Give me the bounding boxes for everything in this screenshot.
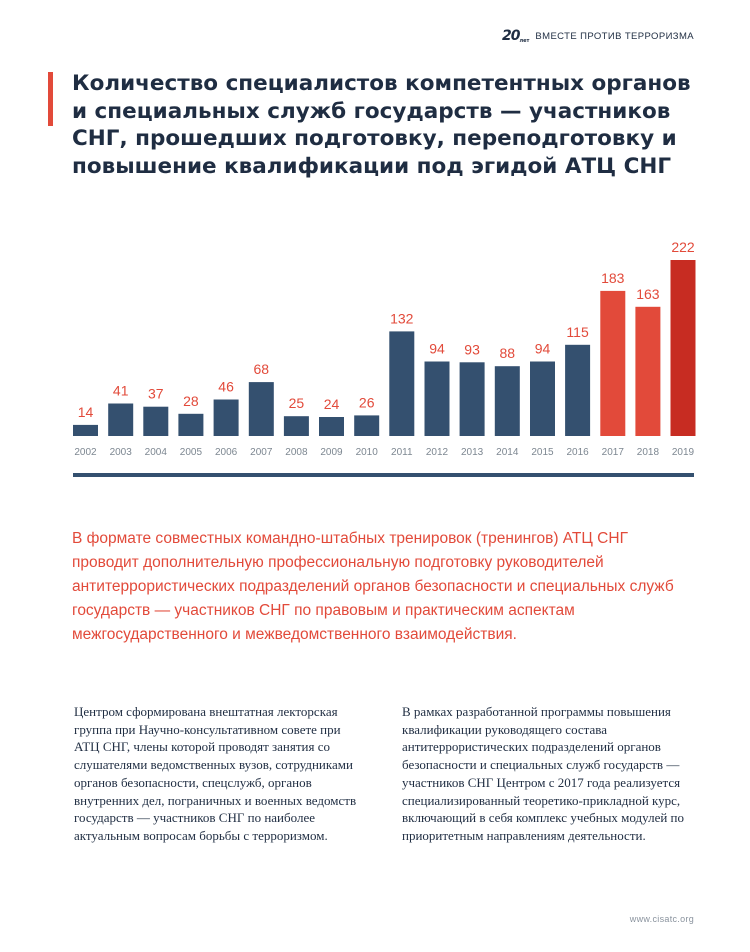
bar-2012 — [425, 362, 450, 437]
tick-label-2007: 2007 — [250, 447, 273, 458]
logo-number: 20 — [501, 28, 520, 44]
header — [502, 28, 694, 44]
tick-label-2010: 2010 — [355, 447, 378, 458]
bar-2008 — [284, 416, 309, 436]
data-label-2003: 41 — [112, 382, 129, 399]
bar-2005 — [178, 414, 203, 436]
tick-label-2015: 2015 — [531, 447, 554, 458]
tick-label-2014: 2014 — [496, 447, 519, 458]
header-slogan: ВМЕСТЕ ПРОТИВ ТЕРРОРИЗМА — [535, 30, 694, 42]
right-column-text: В рамках разработанной программы повышения квалификации руководящего состава антитеррористических подразделений органов безопасности и специальных служб государств — участников СНГ Центром с 2017 года реализуется специализированный теоретико-прикладной курс, включающий в себя комплекс учебных модулей по приоритетным направлениям деятельности. — [402, 704, 685, 843]
tick-label-2013: 2013 — [460, 447, 484, 458]
data-label-2008: 25 — [288, 395, 305, 412]
data-label-2010: 26 — [358, 394, 375, 411]
footer-url: www.cisatc.org — [629, 914, 694, 924]
bar-2015 — [530, 362, 555, 437]
data-label-2002: 14 — [77, 403, 94, 420]
tick-label-2005: 2005 — [179, 447, 203, 458]
bar-2011 — [389, 331, 414, 436]
anniversary-logo-icon — [502, 28, 529, 44]
data-label-2019: 222 — [671, 239, 695, 255]
tick-label-2012: 2012 — [425, 447, 449, 458]
chart-axis-line — [73, 473, 694, 477]
data-label-2015: 94 — [534, 340, 551, 357]
left-column-text: Центром сформирована внештатная лекторская группа при Научно-консультативном совете при АТЦ СНГ, члены которой проводят занятия со слушателями ведомственных вузов, сотрудниками органов безопасности, спецслужб, органов внутренних дел, пограничных и военных ведомств государств — участников СНГ по наиболее актуальным вопросам борьбы с терроризмом. — [74, 704, 357, 843]
data-label-2018: 163 — [636, 285, 660, 302]
bar-chart — [0, 230, 750, 490]
tick-label-2002: 2002 — [74, 447, 97, 458]
data-label-2013: 93 — [464, 341, 480, 358]
lead-paragraph: В формате совместных командно-штабных тренировок (тренингов) АТЦ СНГ проводит дополнительную профессиональную подготовку руководителей антитеррористических подразделений органов безопасности и специальных служб государств — участников СНГ по правовым и практическим аспектам межгосударственного и межведомственного взаимодействия. — [72, 530, 674, 643]
data-label-2005: 28 — [183, 392, 199, 409]
bar-2002 — [73, 425, 98, 436]
data-label-2017: 183 — [601, 269, 625, 286]
bar-2013 — [460, 362, 485, 436]
data-label-2004: 37 — [148, 385, 164, 402]
bar-2004 — [143, 407, 168, 436]
bar-2019 — [671, 260, 696, 436]
data-label-2009: 24 — [323, 396, 340, 412]
tick-label-2008: 2008 — [285, 447, 308, 458]
data-label-2007: 68 — [253, 361, 270, 378]
bar-2007 — [249, 382, 274, 436]
title-accent-bar — [48, 72, 53, 126]
tick-label-2006: 2006 — [214, 447, 238, 458]
tick-label-2003: 2003 — [109, 447, 132, 458]
tick-label-2004: 2004 — [144, 447, 167, 458]
logo-suffix: лет — [519, 38, 530, 44]
data-label-2011: 132 — [390, 310, 414, 327]
tick-label-2011: 2011 — [391, 447, 413, 458]
data-label-2012: 94 — [429, 340, 445, 357]
bar-2016 — [565, 345, 590, 436]
bar-2010 — [354, 415, 379, 436]
page-title: Количество специалистов компетентных органов и специальных служб государств — участников СНГ, прошедших подготовку, переподготовку и повышение квалификации под эгидой АТЦ СНГ — [72, 71, 691, 179]
tick-label-2017: 2017 — [601, 447, 624, 458]
bar-2018 — [635, 307, 660, 436]
tick-label-2016: 2016 — [566, 447, 589, 458]
bar-2006 — [214, 400, 239, 437]
bar-2003 — [108, 404, 133, 437]
bar-2017 — [600, 291, 625, 436]
bar-2014 — [495, 366, 520, 436]
tick-label-2019: 2019 — [671, 447, 695, 458]
bar-2009 — [319, 417, 344, 436]
data-label-2014: 88 — [499, 345, 516, 362]
data-label-2006: 46 — [218, 378, 234, 395]
data-label-2016: 115 — [566, 323, 589, 340]
tick-label-2018: 2018 — [636, 447, 660, 458]
tick-label-2009: 2009 — [320, 447, 343, 458]
